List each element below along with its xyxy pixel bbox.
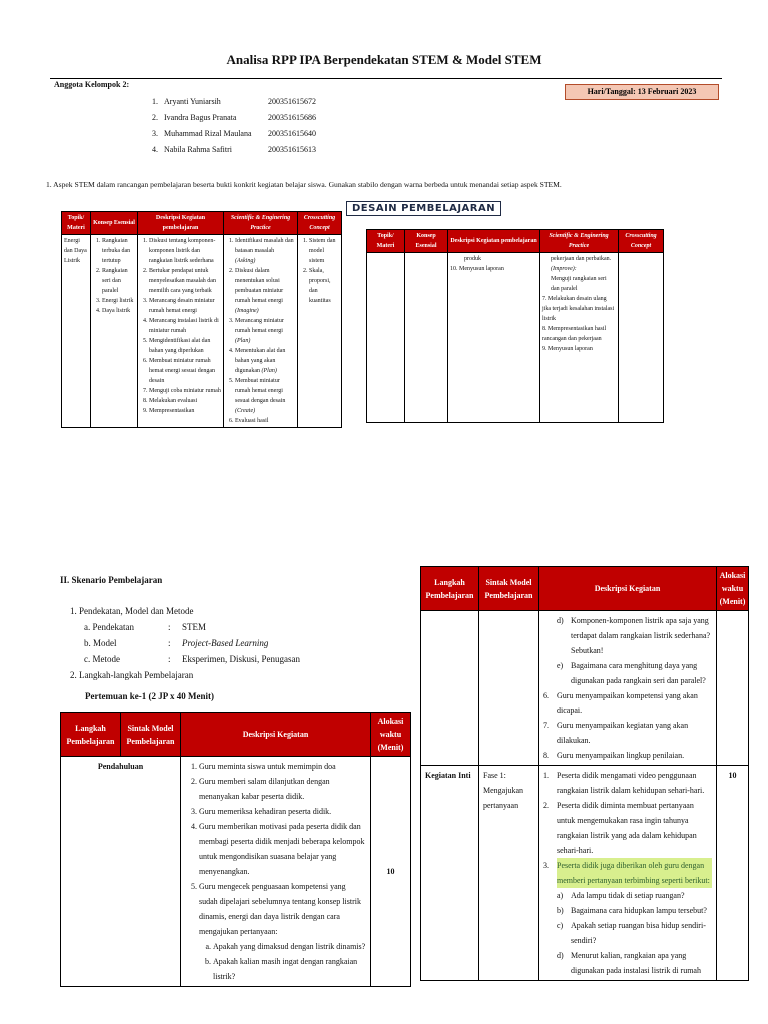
deskripsi-cell: d) Komponen-komponen listrik apa saja yang terdapat dalam rangkaian listrik sederhana? Sebutkan! e) Bagaimana cara menghitung daya yang digunakan pada rangkain seri dan paralel? 6. Guru menyampaikan kompetensi yang akan dicapai. 7. Guru menyampaikan kegiatan yang akan dilakukan. 8. Guru menyampaikan lingkup penilaian. bbox=[539, 611, 717, 766]
stem-table-left bbox=[61, 211, 342, 428]
deskripsi-cell: 1. Diskusi tentang komponen-komponen listrik dan rangkaian listrik sederhana 2. Bertukar pendapat untuk menyelesaikan masalah dan memilih cara yang terbaik 3. Merancang desain miniatur rumah hemat energi 4. Merancang instalasi listrik di miniatur rumah 5. Mengidentifikasi alat dan bahan yang diperlukan 6. Membuat miniatur rumah hemat energi sesuai dengan desain 7. Menguji coba miniatur rumah 8. Melakukan evaluasi 9. Mempresentasikan bbox=[138, 235, 224, 428]
pertemuan-heading: Pertemuan ke-1 (2 JP x 40 Menit) bbox=[85, 691, 214, 701]
member-row: 4. Nabila Rahma Safitri 200351615613 bbox=[152, 145, 316, 154]
kv-row: b. Model : Project-Based Learning bbox=[84, 638, 269, 648]
member-row: 3. Muhammad Rizal Maulana 200351615640 bbox=[152, 129, 316, 138]
highlighted-text: Peserta didik juga diberikan oleh guru dengan memberi pertanyaan terbimbing seperti berikut: bbox=[557, 858, 712, 888]
member-row: 2. Ivandra Bagus Pranata 200351615686 bbox=[152, 113, 316, 122]
langkah-table-right bbox=[420, 566, 749, 981]
title-divider bbox=[50, 78, 722, 79]
kv-row: c. Metode : Eksperimen, Diskusi, Penugasan bbox=[84, 654, 300, 664]
table-header-row: Langkah Pembelajaran Sintak Model Pembelajaran Deskripsi Kegiatan Alokasi waktu (Menit) bbox=[421, 567, 749, 611]
topik-cell: Energi dan Daya Listrik bbox=[62, 235, 91, 428]
table-row bbox=[367, 253, 664, 423]
member-list bbox=[152, 96, 316, 160]
table-row bbox=[421, 766, 749, 981]
crosscutting-cell: 1. Sistem dan model sistem 2. Skala, proporsi, dan kuantitas bbox=[298, 235, 342, 428]
table-header-row: Langkah Pembelajaran Sintak Model Pembelajaran Deskripsi Kegiatan Alokasi waktu (Menit) bbox=[61, 713, 411, 757]
table-header-row: Topik/ Materi Konsep Esensial Deskripsi Kegiatan pembelajaran Scientific & Enginering Practice Crosscutting Concept bbox=[367, 230, 664, 253]
langkah-cell: Kegiatan Inti bbox=[421, 766, 479, 981]
section-heading: II. Skenario Pembelajaran bbox=[60, 575, 163, 585]
stem-table-right bbox=[366, 229, 664, 423]
langkah-cell: Pendahuluan bbox=[61, 757, 181, 987]
date-badge: Hari/Tanggal: 13 Februari 2023 bbox=[565, 84, 719, 100]
deskripsi-cell: produk 10. Menyusun laporan bbox=[448, 253, 540, 423]
desain-pembelajaran-heading: DESAIN PEMBELAJARAN bbox=[346, 201, 501, 216]
member-row: 1. Aryanti Yuniarsih 200351615672 bbox=[152, 97, 316, 106]
anggota-label: Anggota Kelompok 2: bbox=[54, 80, 130, 89]
sintak-cell: Fase 1: Mengajukan pertanyaan bbox=[479, 766, 539, 981]
langkah-table-left bbox=[60, 712, 411, 987]
alokasi-cell: 10 bbox=[371, 757, 411, 987]
table-row bbox=[62, 235, 342, 428]
konsep-cell: 1. Rangkaian terbuka dan tertutup 2. Rangkaian seri dan paralel 3. Energi listrik 4. Daya listrik bbox=[91, 235, 138, 428]
deskripsi-cell: 1. Guru meminta siswa untuk memimpin doa 2. Guru memberi salam dilanjutkan dengan menanyakan kabar peserta didik. 3. Guru memeriksa kehadiran peserta didik. 4. Guru memberikan motivasi pada peserta didik dan membagi peserta didik menjadi beberapa kelompok untuk mengondisikan suasana belajar yang menyenangkan. 5. Guru mengecek penguasaan kompetensi yang sudah dipelajari sebelumnya tentang konsep listrik dinamis, energi dan daya listrik dengan cara mengajukan pertanyaan: a. Apakah yang dimaksud dengan listrik dinamis? b. Apakah kalian masih ingat dengan rangkaian listrik? bbox=[181, 757, 371, 987]
alokasi-cell: 10 bbox=[717, 766, 749, 981]
scientific-cell: 1. Identifikasi masalah dan batasan masalah (Asking) 2. Diskusi dalam menentukan solusi pembuatan miniatur rumah hemat energi (Imagine) 3. Merancang miniatur rumah hemat energi (Plan) 4. Menentukan alat dan bahan yang akan digunakan (Plan) 5. Membuat miniatur rumah hemat energi sesuai dengan desain (Create) 6. Evaluasi hasil bbox=[224, 235, 298, 428]
table-row bbox=[61, 757, 411, 987]
table-header-row: Topik/ Materi Konsep Esensial Deskripsi Kegiatan pembelajaran Scientific & Enginering Practice Crosscutting Concept bbox=[62, 212, 342, 235]
pendekatan-list: 1. Pendekatan, Model dan Metode a. Pendekatan : STEM b. Model : Project-Based Learning c. Metode : Eksperimen, Diskusi, Penugasan 2. Langkah-langkah Pembelajaran bbox=[70, 606, 300, 680]
aspect-instruction: 1. Aspek STEM dalam rancangan pembelajaran beserta bukti konkrit kegiatan belajar siswa. Gunakan stabilo dengan warna berbeda untuk menandai setiap aspek STEM. bbox=[46, 180, 562, 189]
document-title: Analisa RPP IPA Berpendekatan STEM & Model STEM bbox=[226, 52, 542, 67]
kv-row: a. Pendekatan : STEM bbox=[84, 622, 207, 632]
table-row bbox=[421, 611, 749, 766]
scientific-cell: pekerjaan dan perbaikan. (Improve): Menguji rangkaian seri dan paralel 7. Melakukan desain ulang jika terjadi kesalahan instalasi listrik 8. Mempresentasikan hasil rancangan dan pekerjaan 9. Menyusun laporan bbox=[540, 253, 619, 423]
deskripsi-cell: 1. Peserta didik mengamati video penggunaan rangkaian listrik dalam kehidupan sehari-hari. 2. Peserta didik diminta membuat pertanyaan untuk mengemukakan rasa ingin tahunya rangkaian listrik yang ada dalam kehidupan sehari-hari. 3. Peserta didik juga diberikan oleh guru dengan memberi pertanyaan terbimbing seperti berikut: a) Ada lampu tidak di setiap ruangan? b) Bagaimana cara hidupkan lampu tersebut? c) Apakah setiap ruangan bisa hidup sendiri-sendiri? d) Menurut kalian, rangkaian apa yang digunakan pada instalasi listrik di rumah bbox=[539, 766, 717, 981]
